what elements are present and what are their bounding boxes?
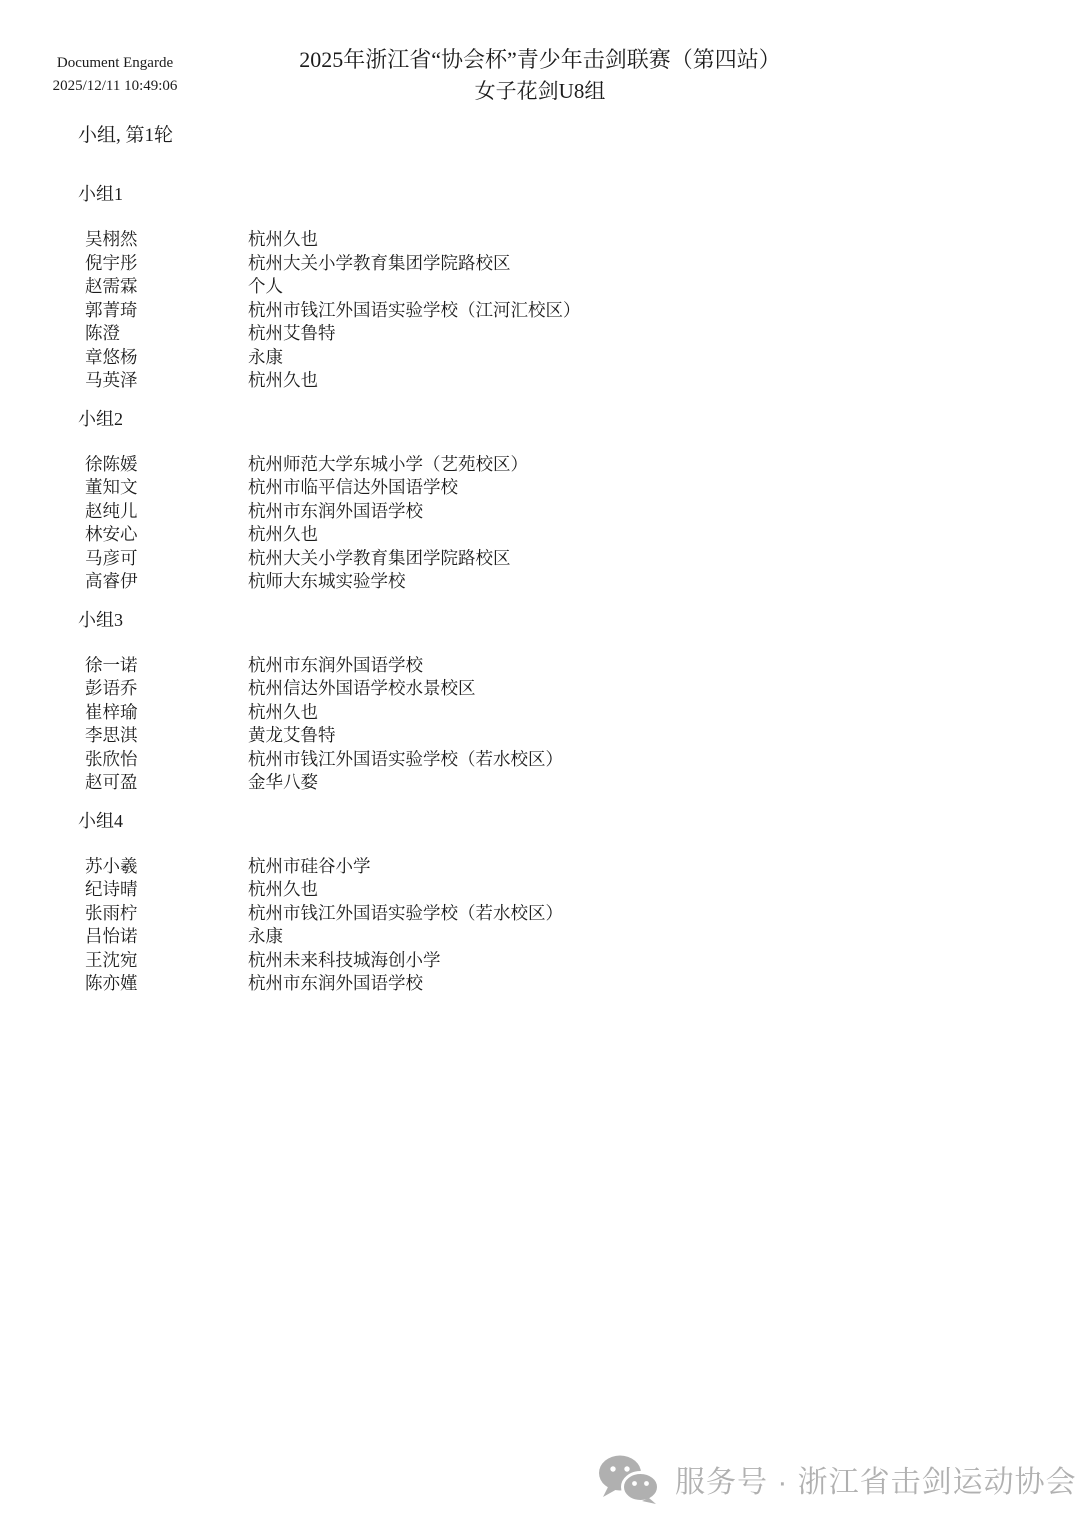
fencer-club: 黄龙艾鲁特 bbox=[248, 725, 336, 745]
group bbox=[78, 609, 1040, 795]
fencer-row bbox=[78, 453, 1040, 477]
fencer-club: 杭州师范大学东城小学（艺苑校区） bbox=[248, 453, 528, 474]
fencer-name: 赵需霖 bbox=[85, 276, 138, 296]
fencer-club: 杭州市东润外国语学校 bbox=[248, 500, 423, 521]
fencer-row bbox=[78, 322, 1040, 346]
fencer-club: 杭州信达外国语学校水景校区 bbox=[248, 678, 476, 698]
fencer-row bbox=[78, 299, 1040, 323]
fencer-row bbox=[78, 570, 1040, 594]
fencer-name: 纪诗晴 bbox=[85, 879, 138, 899]
fencer-name: 张雨柠 bbox=[85, 902, 138, 923]
fencer-row bbox=[78, 252, 1040, 276]
fencer-name: 崔梓瑜 bbox=[85, 701, 138, 722]
fencer-club: 杭州久也 bbox=[248, 524, 318, 544]
group bbox=[78, 183, 1040, 393]
footer-watermark bbox=[597, 1454, 1077, 1504]
fencer-row bbox=[78, 748, 1040, 772]
fencer-row bbox=[78, 972, 1040, 996]
footer-text: 服务号 · 浙江省击剑运动协会 bbox=[675, 1466, 1077, 1499]
fencer-row bbox=[78, 724, 1040, 748]
fencer-name: 赵可盈 bbox=[85, 772, 138, 792]
fencer-club: 杭州久也 bbox=[248, 229, 318, 249]
group-rows bbox=[78, 228, 1040, 393]
generator-stamp bbox=[40, 52, 190, 98]
fencer-club: 杭州市硅谷小学 bbox=[248, 855, 371, 876]
fencer-club: 杭州市钱江外国语实验学校（若水校区） bbox=[248, 902, 563, 923]
group-label: 小组4 bbox=[78, 810, 123, 831]
fencer-name: 倪宇彤 bbox=[85, 252, 138, 273]
fencer-row bbox=[78, 902, 1040, 926]
fencer-name: 陈亦嫤 bbox=[85, 973, 138, 993]
fencer-name: 郭菁琦 bbox=[85, 299, 138, 320]
group bbox=[78, 810, 1040, 996]
fencer-club: 杭州市东润外国语学校 bbox=[248, 654, 423, 675]
group bbox=[78, 408, 1040, 594]
fencer-club: 杭州市钱江外国语实验学校（江河汇校区） bbox=[248, 299, 581, 320]
generator-timestamp: 2025/12/11 10:49:06 bbox=[52, 78, 178, 94]
fencer-club: 杭州久也 bbox=[248, 701, 318, 722]
fencer-row bbox=[78, 547, 1040, 571]
fencer-row bbox=[78, 925, 1040, 949]
fencer-name: 苏小羲 bbox=[85, 855, 138, 876]
fencer-row bbox=[78, 523, 1040, 547]
group-rows bbox=[78, 453, 1040, 594]
fencer-name: 吕怡诺 bbox=[85, 926, 138, 946]
fencer-club: 杭州市钱江外国语实验学校（若水校区） bbox=[248, 748, 563, 769]
fencer-club: 杭州大关小学教育集团学院路校区 bbox=[248, 547, 511, 568]
groups bbox=[78, 183, 1040, 996]
fencer-club: 杭州久也 bbox=[248, 370, 318, 390]
fencer-club: 永康 bbox=[248, 926, 283, 946]
group-label: 小组1 bbox=[78, 184, 123, 204]
fencer-name: 彭语乔 bbox=[85, 678, 138, 698]
fencer-row bbox=[78, 500, 1040, 524]
fencer-name: 章悠杨 bbox=[85, 346, 138, 367]
fencer-club: 永康 bbox=[248, 346, 283, 367]
fencer-club: 杭州艾鲁特 bbox=[248, 323, 336, 343]
fencer-name: 徐陈媛 bbox=[85, 453, 138, 474]
fencer-name: 李思淇 bbox=[85, 725, 138, 745]
generator-name: Document Engarde bbox=[56, 55, 174, 71]
fencer-club: 杭州市东润外国语学校 bbox=[248, 973, 423, 993]
page-title: 2025年浙江省“协会杯”青少年击剑联赛（第四站） bbox=[299, 47, 781, 72]
group-label: 小组2 bbox=[78, 408, 123, 429]
fencer-row bbox=[78, 228, 1040, 252]
fencer-club: 杭州未来科技城海创小学 bbox=[248, 949, 441, 970]
fencer-name: 张欣怡 bbox=[85, 748, 138, 769]
fencer-name: 董知文 bbox=[85, 477, 138, 497]
fencer-name: 高睿伊 bbox=[85, 571, 138, 591]
group-label: 小组3 bbox=[78, 609, 123, 630]
group-rows bbox=[78, 855, 1040, 996]
fencer-name: 马彦可 bbox=[85, 547, 138, 568]
fencer-row bbox=[78, 369, 1040, 393]
fencer-name: 徐一诺 bbox=[85, 654, 138, 675]
section-heading: 小组, 第1轮 bbox=[78, 125, 174, 146]
fencer-row bbox=[78, 346, 1040, 370]
fencer-row bbox=[78, 855, 1040, 879]
fencer-name: 马英泽 bbox=[85, 370, 138, 390]
content bbox=[78, 123, 1040, 996]
fencer-club: 金华八婺 bbox=[248, 772, 318, 792]
fencer-club: 杭州市临平信达外国语学校 bbox=[248, 477, 458, 497]
fencer-row bbox=[78, 701, 1040, 725]
group-rows bbox=[78, 654, 1040, 795]
fencer-row bbox=[78, 677, 1040, 701]
fencer-name: 吴栩然 bbox=[85, 229, 138, 249]
wechat-icon bbox=[597, 1454, 661, 1504]
fencer-club: 个人 bbox=[248, 276, 283, 296]
fencer-row bbox=[78, 275, 1040, 299]
fencer-club: 杭州久也 bbox=[248, 879, 318, 899]
fencer-row bbox=[78, 949, 1040, 973]
fencer-name: 陈澄 bbox=[85, 323, 120, 343]
fencer-name: 王沈宛 bbox=[85, 949, 138, 970]
fencer-club: 杭师大东城实验学校 bbox=[248, 571, 406, 591]
fencer-row bbox=[78, 654, 1040, 678]
fencer-row bbox=[78, 771, 1040, 795]
fencer-row bbox=[78, 878, 1040, 902]
fencer-row bbox=[78, 476, 1040, 500]
fencer-club: 杭州大关小学教育集团学院路校区 bbox=[248, 252, 511, 273]
page-subtitle: 女子花剑U8组 bbox=[474, 79, 606, 103]
fencer-name: 赵纯儿 bbox=[85, 500, 138, 521]
fencer-name: 林安心 bbox=[85, 524, 138, 544]
